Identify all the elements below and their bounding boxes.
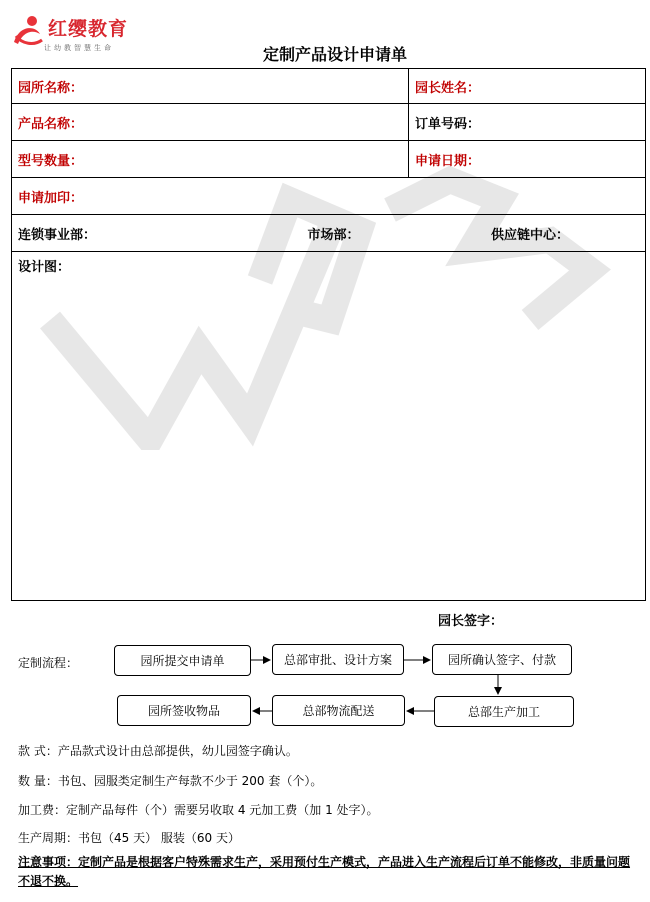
supply-center-field[interactable]: 供应链中心：: [490, 227, 569, 243]
page-title: 定制产品设计申请单: [262, 45, 407, 64]
order-number-field[interactable]: 订单号码：: [409, 104, 646, 141]
note-quantity: 数 量：书包、园服类定制生产每款不少于 200 套（个）。: [18, 774, 323, 788]
logo-name: 红缨教育: [48, 18, 129, 40]
design-drawing-area[interactable]: 设计图：: [12, 252, 646, 601]
kindergarten-name-field[interactable]: 园所名称：: [12, 69, 409, 104]
note-warning: 注意事项：定制产品是根据客户特殊需求生产，采用预付生产模式，产品进入生产流程后订单不能修改，非质量问题不退不换。: [18, 855, 631, 888]
flow-step-logistics: 总部物流配送: [272, 695, 405, 726]
apply-date-field[interactable]: 申请日期：: [409, 141, 646, 178]
flow-step-confirm: 园所确认签字、付款: [432, 644, 572, 675]
logo-slogan: 让幼教智慧生命: [44, 44, 114, 52]
flow-step-submit: 园所提交申请单: [114, 645, 251, 676]
approval-row: [12, 215, 646, 252]
flow-label: 定制流程：: [18, 656, 79, 670]
application-form: [11, 68, 646, 601]
flow-step-approve: 总部审批、设计方案: [272, 644, 404, 675]
market-dept-field[interactable]: 市场部：: [307, 227, 360, 243]
note-production-cycle: 生产周期：书包（45 天） 服装（60 天）: [18, 831, 240, 845]
flow-step-receive: 园所签收物品: [117, 695, 251, 726]
model-quantity-field[interactable]: 型号数量：: [12, 141, 409, 178]
director-signature-label: 园长签字：: [438, 614, 504, 629]
product-name-field[interactable]: 产品名称：: [12, 104, 409, 141]
note-style: 款 式：产品款式设计由总部提供，幼儿园签字确认。: [18, 744, 298, 758]
flow-step-production: 总部生产加工: [434, 696, 574, 727]
director-name-field[interactable]: 园长姓名：: [409, 69, 646, 104]
note-processing-fee: 加工费：定制产品每件（个）需要另收取 4 元加工费（加 1 处字）。: [18, 803, 379, 817]
apply-stamp-field[interactable]: 申请加印：: [12, 178, 646, 215]
chain-dept-field[interactable]: 连锁事业部：: [18, 227, 97, 243]
